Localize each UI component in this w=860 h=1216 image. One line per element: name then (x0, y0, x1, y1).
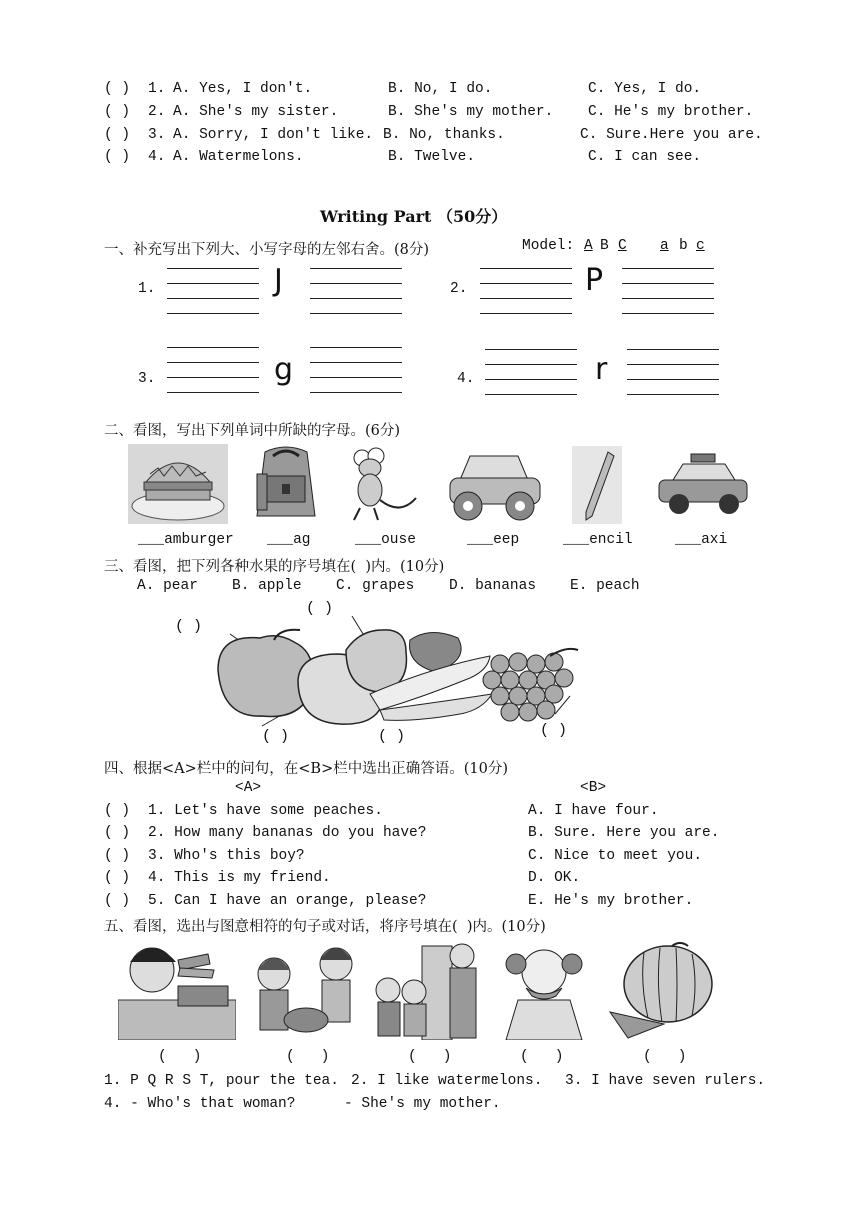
writing-line[interactable] (480, 268, 572, 269)
model-letter-b-upper: B (600, 238, 609, 254)
writing-line[interactable] (310, 392, 402, 393)
option-b: B. Twelve. (388, 149, 476, 165)
question-number: 1. (148, 81, 166, 97)
answer-paren[interactable]: ( ) (643, 1049, 687, 1065)
answer-paren[interactable]: ( ) (175, 618, 203, 635)
writing-line[interactable] (167, 268, 259, 269)
writing-line[interactable] (167, 392, 259, 393)
watermelon-picture (604, 942, 716, 1040)
section-1-heading: 一、补充写出下列大、小写字母的左邻右舍。(8分) (104, 242, 430, 258)
question: 2. How many bananas do you have? (148, 825, 427, 841)
answer-paren[interactable]: ( ) (104, 803, 131, 819)
column-a-label: <A> (235, 780, 262, 796)
option-b: B. No, thanks. (383, 127, 505, 143)
writing-line[interactable] (485, 379, 577, 380)
option-b: B. No, I do. (388, 81, 493, 97)
writing-line[interactable] (627, 349, 719, 350)
fruit-option: B. apple (232, 578, 302, 594)
writing-line[interactable] (627, 379, 719, 380)
option-b: B. She's my mother. (388, 104, 554, 120)
item-number: 1. (138, 281, 156, 297)
option-a: A. Yes, I don't. (173, 81, 313, 97)
sentence-option: 4. - Who's that woman? (104, 1096, 296, 1112)
writing-line[interactable] (167, 377, 259, 378)
answer-option: A. I have four. (528, 803, 659, 819)
answer-paren[interactable]: ( ) (378, 728, 406, 745)
question: 4. This is my friend. (148, 870, 331, 886)
given-letter: r (595, 352, 608, 387)
question: 1. Let's have some peaches. (148, 803, 383, 819)
fruit-option: E. peach (570, 578, 640, 594)
missing-letter-word[interactable]: ___ag (267, 532, 311, 548)
missing-letter-word[interactable]: ___encil (563, 532, 633, 548)
hamburger-picture (128, 444, 228, 524)
given-letter: g (274, 352, 294, 387)
writing-line[interactable] (622, 298, 714, 299)
answer-paren[interactable]: ( ) (104, 848, 131, 864)
answer-paren[interactable]: ( ) (262, 728, 290, 745)
jeep-picture (440, 446, 550, 526)
writing-line[interactable] (167, 283, 259, 284)
answer-paren[interactable]: ( ) (104, 104, 131, 120)
option-a: A. Sorry, I don't like. (173, 127, 374, 143)
answer-option: C. Nice to meet you. (528, 848, 703, 864)
writing-line[interactable] (480, 283, 572, 284)
option-a: A. Watermelons. (173, 149, 304, 165)
writing-line[interactable] (622, 283, 714, 284)
writing-part-title: Writing Part （50分） (320, 207, 508, 226)
writing-line[interactable] (627, 364, 719, 365)
model-letter-c-lower: c (696, 238, 705, 254)
answer-paren[interactable]: ( ) (104, 81, 131, 97)
model-letter-a-lower: a (660, 238, 669, 254)
answer-paren[interactable]: ( ) (104, 825, 131, 841)
writing-line[interactable] (485, 349, 577, 350)
fruit-option: A. pear (137, 578, 198, 594)
section-2-heading: 二、看图，写出下列单词中所缺的字母。(6分) (104, 423, 401, 439)
writing-line[interactable] (310, 313, 402, 314)
answer-paren[interactable]: ( ) (104, 149, 131, 165)
writing-line[interactable] (627, 394, 719, 395)
model-letter-b-lower: b (679, 238, 688, 254)
given-letter: P (585, 263, 604, 298)
option-c: C. I can see. (588, 149, 702, 165)
writing-line[interactable] (485, 364, 577, 365)
answer-paren[interactable]: ( ) (104, 127, 131, 143)
writing-line[interactable] (310, 283, 402, 284)
writing-line[interactable] (480, 313, 572, 314)
answer-paren[interactable]: ( ) (286, 1049, 330, 1065)
model-label: Model: (522, 238, 575, 254)
answer-paren[interactable]: ( ) (306, 600, 334, 617)
writing-line[interactable] (310, 268, 402, 269)
writing-line[interactable] (310, 347, 402, 348)
answer-option: E. He's my brother. (528, 893, 694, 909)
question: 3. Who's this boy? (148, 848, 305, 864)
section-5-heading: 五、看图，选出与图意相符的句子或对话，将序号填在( )内。(10分) (104, 919, 546, 935)
answer-paren[interactable]: ( ) (540, 722, 568, 739)
girls-fruit-picture (244, 940, 362, 1040)
answer-paren[interactable]: ( ) (520, 1049, 564, 1065)
taxi-picture (655, 450, 751, 520)
writing-line[interactable] (622, 313, 714, 314)
column-b-label: <B> (580, 780, 607, 796)
option-a: A. She's my sister. (173, 104, 339, 120)
girl-eating-picture (490, 940, 598, 1040)
writing-line[interactable] (167, 362, 259, 363)
writing-line[interactable] (485, 394, 577, 395)
sentence-option: 2. I like watermelons. (351, 1073, 543, 1089)
bag-picture (245, 446, 327, 524)
answer-paren[interactable]: ( ) (104, 870, 131, 886)
writing-line[interactable] (167, 347, 259, 348)
woman-kids-picture (370, 940, 482, 1040)
question: 5. Can I have an orange, please? (148, 893, 427, 909)
writing-line[interactable] (167, 313, 259, 314)
missing-letter-word[interactable]: ___ouse (355, 532, 416, 548)
question-number: 4. (148, 149, 166, 165)
question-number: 3. (148, 127, 166, 143)
answer-option: D. OK. (528, 870, 581, 886)
option-c: C. Sure.Here you are. (580, 127, 763, 143)
section-3-heading: 三、看图，把下列各种水果的序号填在( )内。(10分) (104, 559, 445, 575)
answer-paren[interactable]: ( ) (104, 893, 131, 909)
writing-line[interactable] (167, 298, 259, 299)
missing-letter-word[interactable]: ___amburger (138, 532, 234, 548)
mouse-picture (340, 446, 420, 524)
given-letter: J (274, 263, 283, 298)
answer-option: B. Sure. Here you are. (528, 825, 720, 841)
item-number: 2. (450, 281, 468, 297)
pencil-picture (572, 446, 622, 524)
answer-paren[interactable]: ( ) (158, 1049, 202, 1065)
missing-letter-word[interactable]: ___axi (675, 532, 728, 548)
sentence-option: 1. P Q R S T, pour the tea. (104, 1073, 339, 1089)
writing-line[interactable] (480, 298, 572, 299)
option-c: C. Yes, I do. (588, 81, 702, 97)
fruit-option: D. bananas (449, 578, 537, 594)
model-letter-a-upper: A (584, 238, 593, 254)
writing-line[interactable] (310, 377, 402, 378)
writing-line[interactable] (622, 268, 714, 269)
item-number: 4. (457, 371, 475, 387)
answer-paren[interactable]: ( ) (408, 1049, 452, 1065)
model-letter-c-upper: C (618, 238, 627, 254)
sentence-option: - She's my mother. (344, 1096, 501, 1112)
pirate-rulers-picture (118, 940, 236, 1040)
writing-line[interactable] (310, 298, 402, 299)
sentence-option: 3. I have seven rulers. (565, 1073, 766, 1089)
option-c: C. He's my brother. (588, 104, 754, 120)
section-4-heading: 四、根据<A>栏中的问句，在<B>栏中选出正确答语。(10分) (104, 761, 508, 777)
question-number: 2. (148, 104, 166, 120)
missing-letter-word[interactable]: ___eep (467, 532, 520, 548)
writing-line[interactable] (310, 362, 402, 363)
fruit-option: C. grapes (336, 578, 415, 594)
item-number: 3. (138, 371, 156, 387)
